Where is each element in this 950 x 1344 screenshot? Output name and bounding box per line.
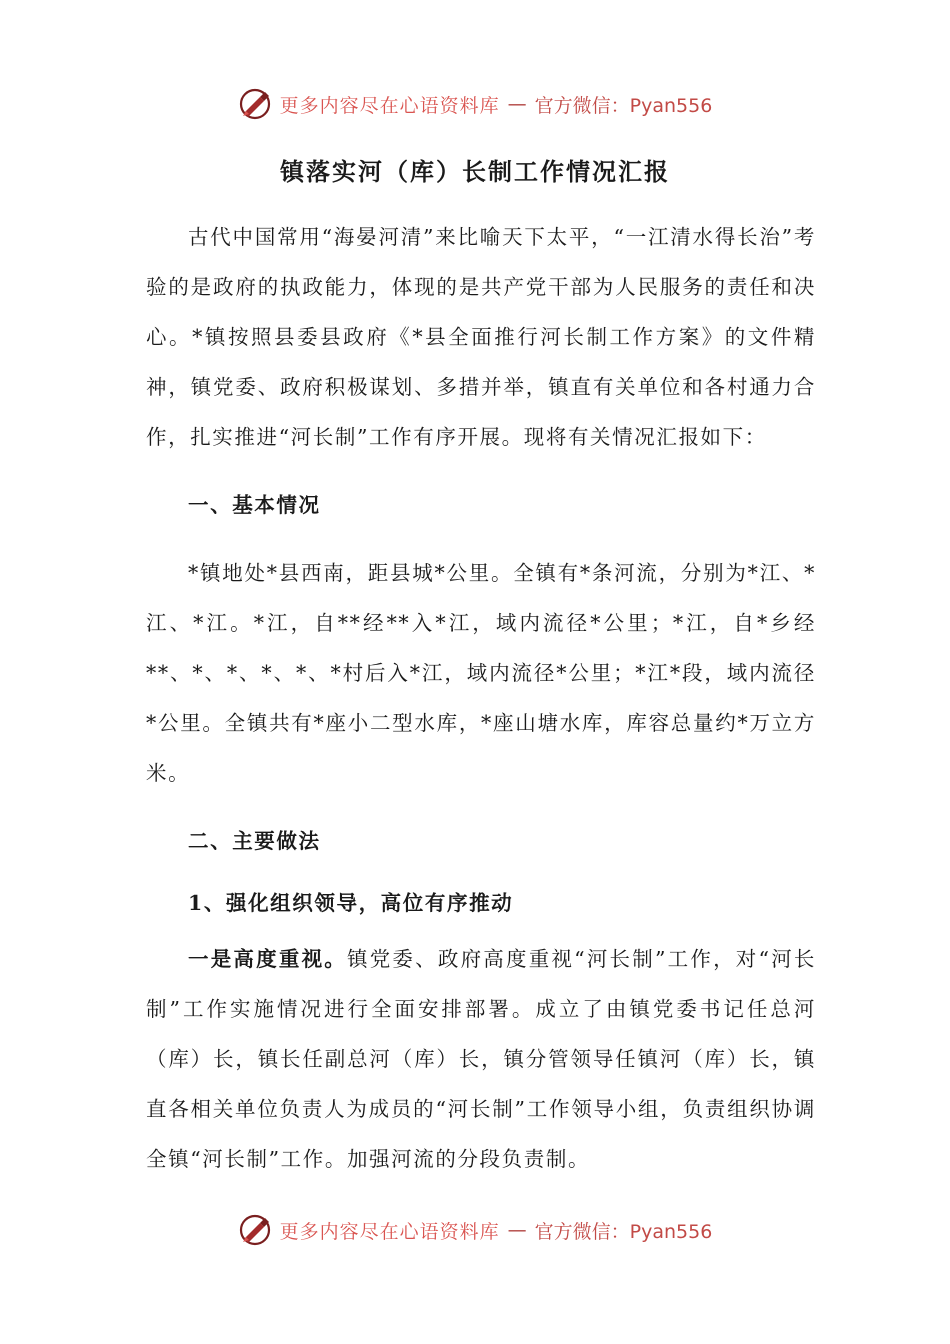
subsection-heading-leadership: 1、强化组织领导，高位有序推动: [188, 891, 514, 915]
pen-logo-icon: [238, 87, 272, 121]
paragraph-body: 镇党委、政府高度重视“河长制”工作，对“河长制”工作实施情况进行全面安排部署。成立了由镇党委书记任总河（库）长，镇长任副总河（库）长，镇分管领导任镇河（库）长，镇直各相关单位负责人为成员的“河长制”工作领导小组，负责组织协调全镇“河长制”工作。加强河流的分段负责制。: [146, 947, 817, 1171]
banner-wechat-text: 官方微信：Pyan556: [534, 1220, 713, 1243]
document-title: 镇落实河（库）长制工作情况汇报: [280, 157, 670, 186]
section-heading-methods: 二、主要做法: [188, 829, 321, 853]
banner-wechat-text: 官方微信：Pyan556: [534, 94, 713, 117]
document-body: [146, 212, 816, 1184]
footer-banner: [0, 1210, 950, 1250]
pen-logo-icon: [238, 1213, 272, 1247]
header-banner: [0, 84, 950, 124]
banner-brand-text: 更多内容尽在心语资料库: [279, 1220, 500, 1243]
banner-separator: —: [507, 93, 527, 115]
section-heading-basic: 一、基本情况: [188, 493, 321, 517]
section-basic-paragraph: *镇地处*县西南，距县城*公里。全镇有*条河流，分别为*江、*江、*江。*江，自**经**入*江，域内流径*公里；*江，自*乡经**、*、*、*、*、*村后入*江，域内流径*公里；*江*段，域内流径*公里。全镇共有*座小二型水库，*座山塘水库，库容总量约*万立方米。: [146, 561, 816, 785]
leadership-paragraph: [146, 934, 816, 1184]
paragraph-lead: 一是高度重视。: [188, 947, 347, 971]
banner-brand-text: 更多内容尽在心语资料库: [279, 94, 500, 117]
banner-separator: —: [507, 1219, 527, 1241]
intro-paragraph: 古代中国常用“海晏河清”来比喻天下太平，“一江清水得长治”考验的是政府的执政能力，体现的是共产党干部为人民服务的责任和决心。*镇按照县委县政府《*县全面推行河长制工作方案》的文件精神，镇党委、政府积极谋划、多措并举，镇直有关单位和各村通力合作，扎实推进“河长制”工作有序开展。现将有关情况汇报如下：: [146, 225, 816, 449]
